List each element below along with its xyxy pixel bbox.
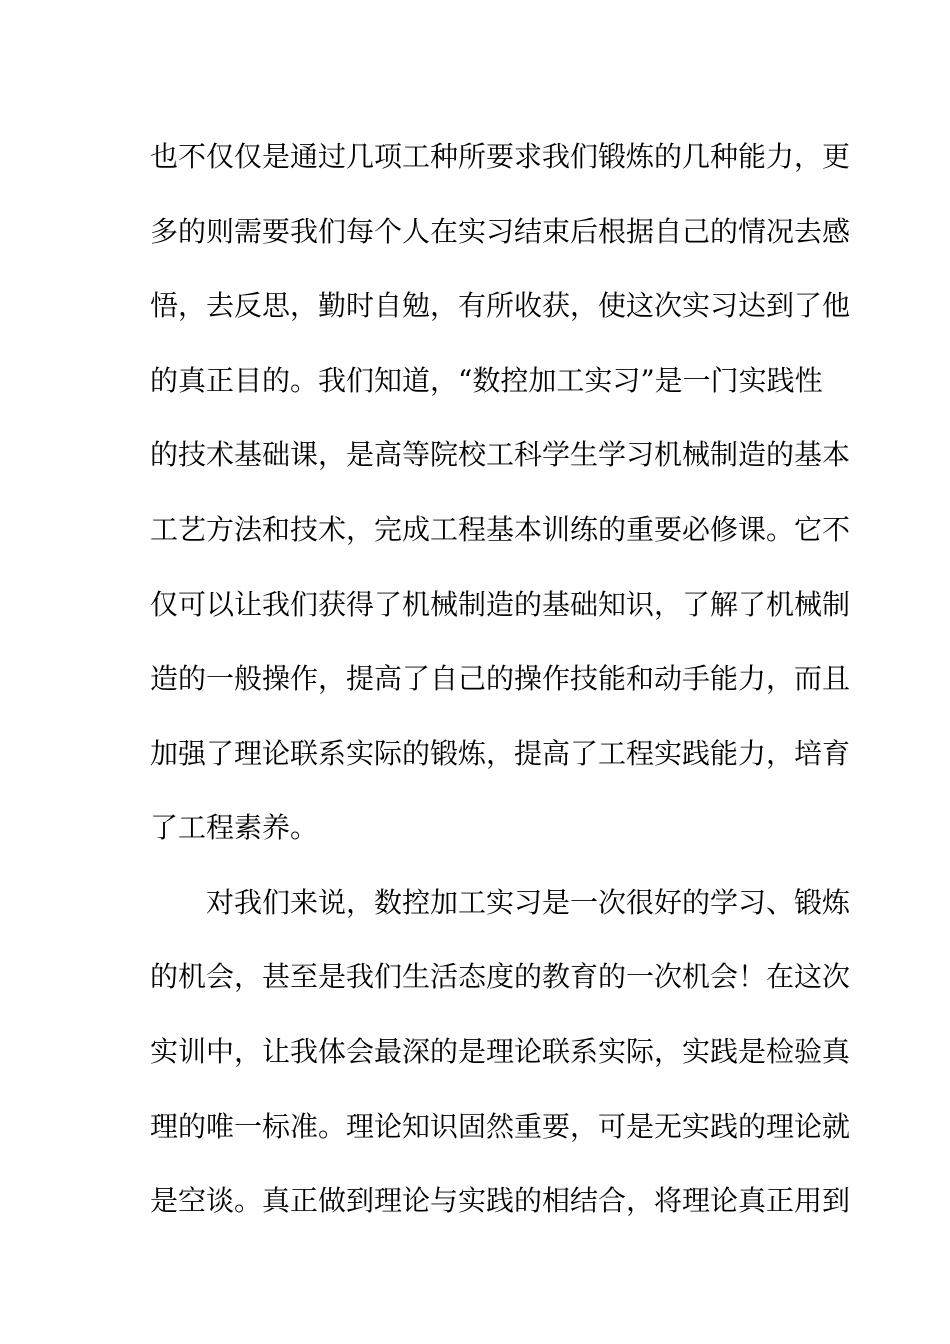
paragraph-1-line-3: 悟，去反思，勤时自勉，有所收获，使这次实习达到了他 <box>150 289 851 322</box>
paragraph-1-line-9: 加强了理论联系实际的锻炼，提高了工程实践能力，培育 <box>150 737 851 770</box>
paragraph-2-line-5: 是空谈。真正做到理论与实践的相结合，将理论真正用到 <box>150 1184 851 1217</box>
paragraph-1-line-4: 的真正目的。我们知道，“数控加工实习”是一门实践性 <box>150 364 823 397</box>
paragraph-2-line-2: 的机会，甚至是我们生活态度的教育的一次机会！在这次 <box>150 960 851 993</box>
paragraph-2-line-4: 理的唯一标准。理论知识固然重要，可是无实践的理论就 <box>150 1110 851 1143</box>
paragraph-2-line-3: 实训中，让我体会最深的是理论联系实际，实践是检验真 <box>150 1035 851 1068</box>
paragraph-2-line-1: 对我们来说，数控加工实习是一次很好的学习、锻炼 <box>206 886 851 919</box>
paragraph-1-line-7: 仅可以让我们获得了机械制造的基础知识，了解了机械制 <box>150 588 851 621</box>
paragraph-1-line-6: 工艺方法和技术，完成工程基本训练的重要必修课。它不 <box>150 513 851 546</box>
paragraph-1-line-10: 了工程素养。 <box>150 811 319 844</box>
paragraph-1-line-5: 的技术基础课，是高等院校工科学生学习机械制造的基本 <box>150 438 851 471</box>
paragraph-1-line-1: 也不仅仅是通过几项工种所要求我们锻炼的几种能力，更 <box>150 140 851 173</box>
paragraph-1-line-2: 多的则需要我们每个人在实习结束后根据自己的情况去感 <box>150 215 851 248</box>
paragraph-1-line-8: 造的一般操作，提高了自己的操作技能和动手能力，而且 <box>150 662 851 695</box>
